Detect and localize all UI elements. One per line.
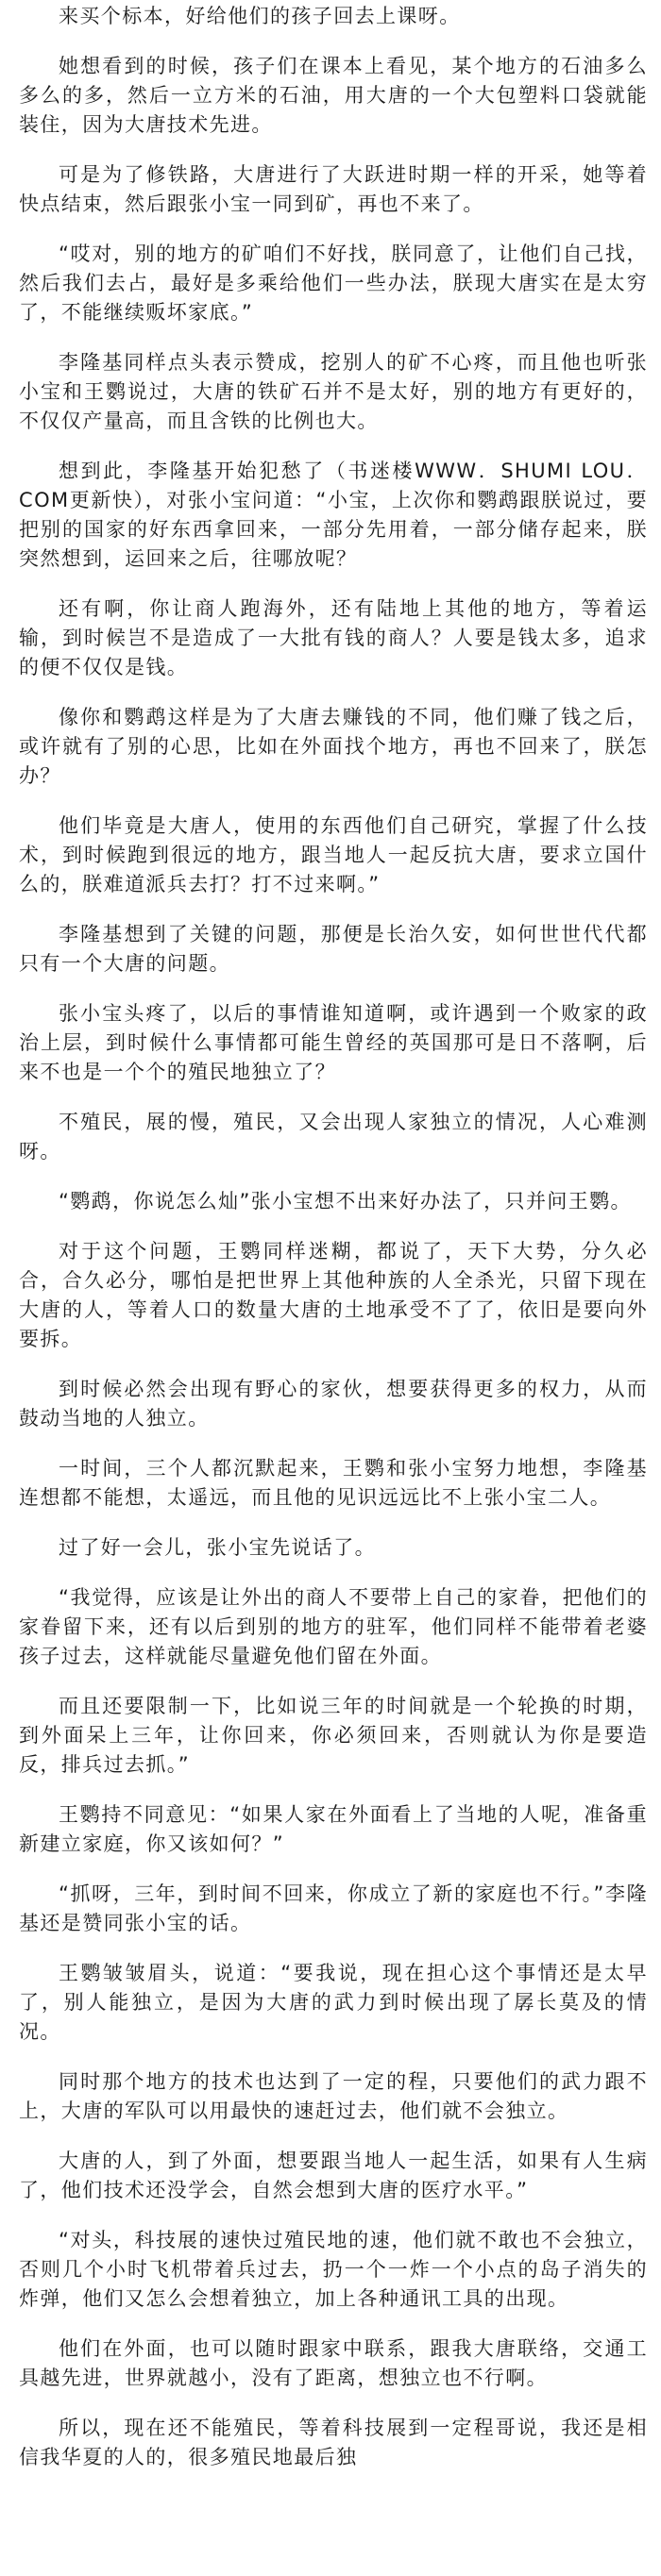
paragraph-17: 过了好一会儿，张小宝先说话了。 [59,1536,376,1559]
paragraph-10: 李隆基想到了关键的问题，那便是长治久安，如何世世代代都只有一个大唐的问题。 [19,923,648,975]
paragraph-18: “我觉得，应该是让外出的商人不要带上自己的家眷，把他们的家眷留下来，还有以后到别的地方的驻军，他们同样不能带着老婆孩子过去，这样就能尽量避免他们留在外面。 [19,1586,648,1667]
paragraph-1: 来买个标本，好给他们的孩子回去上课呀。 [59,5,461,27]
paragraph-4: “哎对，别的地方的矿咱们不好找，朕同意了，让他们自己找，然后我们去占，最好是多乘给他们一些办法，朕现大唐实在是太穷了，不能继续贩坏家底。” [19,243,648,324]
paragraph-19: 而且还要限制一下，比如说三年的时间就是一个轮换的时期，到外面呆上三年，让你回来，你必须回来，否则就认为你是要造反，排兵过去抓。” [19,1695,648,1776]
paragraph-9: 他们毕竟是大唐人，使用的东西他们自己研究，掌握了什么技术，到时候跑到很远的地方，跟当地人一起反抗大唐，要求立国什么的，朕难道派兵去打？打不过来啊。” [19,814,648,895]
paragraph-5: 李隆基同样点头表示赞成，挖别人的矿不心疼，而且他也听张小宝和王鹦说过，大唐的铁矿石并不是太好，别的地方有更好的，不仅仅产量高，而且含铁的比例也大。 [19,351,648,432]
paragraph-20: 王鹦持不同意见：“如果人家在外面看上了当地的人呢，准备重新建立家庭，你又该如何？” [19,1803,648,1855]
paragraph-27: 所以，现在还不能殖民，等着科技展到一定程哥说，我还是相信我华夏的人的，很多殖民地最后独 [19,2417,648,2468]
paragraph-22: 王鹦皱皱眉头，说道：“要我说，现在担心这个事情还是太早了，别人能独立，是因为大唐的武力到时候出现了孱长莫及的情况。 [19,1962,648,2043]
paragraph-12: 不殖民，展的慢，殖民，又会出现人家独立的情况，人心难测呀。 [19,1111,648,1163]
paragraph-7: 还有啊，你让商人跑海外，还有陆地上其他的地方，等着运输，到时候岂不是造成了一大批有钱的商人？人要是钱太多，追求的便不仅仅是钱。 [19,597,648,678]
paragraph-3: 可是为了修铁路，大唐进行了大跃进时期一样的开采，她等着快点结束，然后跟张小宝一同到矿，再也不来了。 [19,163,648,215]
paragraph-14: 对于这个问题，王鹦同样迷糊，都说了，天下大势，分久必合，合久必分，哪怕是把世界上其他种族的人全杀光，只留下现在大唐的人，等着人口的数量大唐的土地承受不了了，依旧是要向外要拆。 [19,1240,648,1350]
paragraph-21: “抓呀，三年，到时间不回来，你成立了新的家庭也不行。”李隆基还是赞同张小宝的话。 [19,1882,648,1934]
paragraph-23: 同时那个地方的技术也达到了一定的程，只要他们的武力跟不上，大唐的军队可以用最快的速赶过去，他们就不会独立。 [19,2070,648,2122]
paragraph-16: 一时间，三个人都沉默起来，王鹦和张小宝努力地想，李隆基连想都不能想，太遥远，而且他的见识远远比不上张小宝二人。 [19,1457,648,1509]
paragraph-24: 大唐的人，到了外面，想要跟当地人一起生活，如果有人生病了，他们技术还没学会，自然会想到大唐的医疗水平。” [19,2149,648,2201]
paragraph-13: “鹦鹉，你说怎么灿”张小宝想不出来好办法了，只并问王鹦。 [59,1190,632,1213]
paragraph-11: 张小宝头疼了，以后的事情谁知道啊，或许遇到一个败家的政治上层，到时候什么事情都可能生曾经的英国那可是日不落啊，后来不也是一个个的殖民地独立了？ [19,1002,648,1083]
paragraph-2: 她想看到的时候，孩子们在课本上看见，某个地方的石油多么多么的多，然后一立方米的石油，用大唐的一个大包塑料口袋就能装住，因为大唐技术先进。 [19,55,648,136]
paragraph-26: 他们在外面，也可以随时跟家中联系，跟我大唐联络，交通工具越先进，世界就越小，没有了距离，想独立也不行啊。 [19,2337,648,2389]
paragraph-15: 到时候必然会出现有野心的家伙，想要获得更多的权力，从而鼓动当地的人独立。 [19,1378,648,1430]
paragraph-6: 想到此，李隆基开始犯愁了（书迷楼WWW．SHUMI LOU．COM更新快），对张小宝问道：“小宝，上次你和鹦鹉跟朕说过，要把别的国家的好东西拿回来，一部分先用着，一部分储存起来，朕突然想到，运回来之后，往哪放呢？ [19,460,648,570]
paragraph-8: 像你和鹦鹉这样是为了大唐去赚钱的不同，他们赚了钱之后，或许就有了别的心思，比如在外面找个地方，再也不回来了，朕怎办？ [19,706,648,787]
paragraph-25: “对头，科技展的速快过殖民地的速，他们就不敢也不会独立，否则几个小时飞机带着兵过去，扔一个一炸一个小点的岛子消失的炸弹，他们又怎么会想着独立，加上各种通讯工具的出现。 [19,2229,648,2310]
